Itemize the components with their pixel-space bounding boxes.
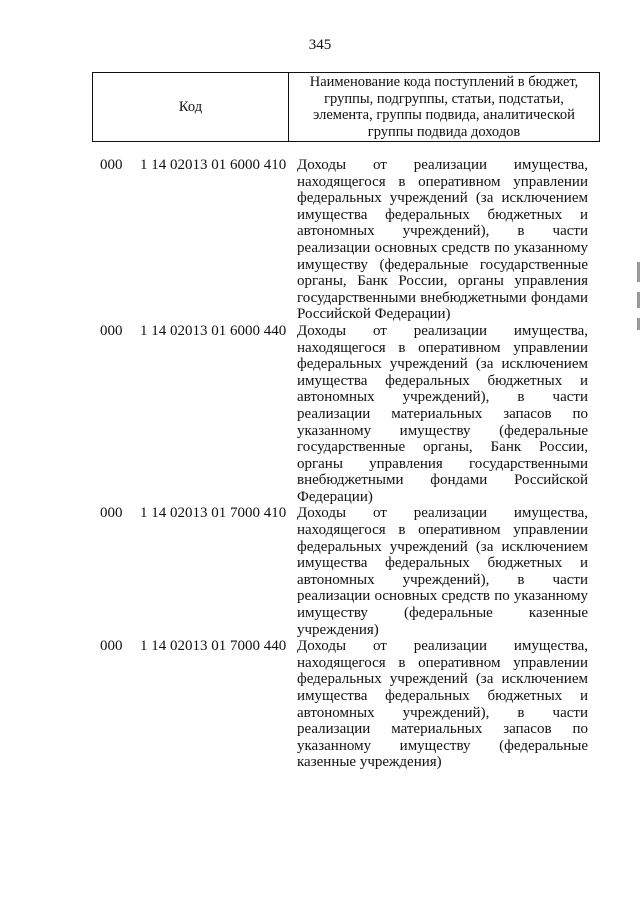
page-number: 345 [308,37,332,53]
revenue-code: 1 14 02013 01 7000 440 [140,638,287,655]
revenue-code: 1 14 02013 01 6000 410 [140,157,287,173]
admin-group-code: 000 [100,505,123,522]
admin-group-code: 000 [100,322,123,339]
admin-group-code: 000 [100,638,123,655]
name-column-header: Наименование кода поступлений в бюджет, группы, подгруппы, статьи, подстатьи, элемента, группы подвида, аналитической группы подвида доходов [289,73,600,142]
revenue-description: Доходы от реализации имущества, находящегося в оперативном управлении федеральных учреждений (за исключением имущества федеральных бюджетных и автономных учреждений), в части реализации материальных запасов по указанному имуществу (федеральные государственные органы, Банк России, органы управления государственными внебюджетными фондами Российской Федерации) [297,322,588,505]
revenue-code: 1 14 02013 01 6000 440 [140,322,287,339]
table-row [0,157,640,323]
table-header-row [93,73,600,142]
revenue-description: Доходы от реализации имущества, находящегося в оперативном управлении федеральных учреждений (за исключением имущества федеральных бюджетных и автономных учреждений), в части реализации материальных запасов по указанному имуществу (федеральные казенные учреждения) [297,638,588,771]
table-row [0,323,640,506]
code-column-header: Код [93,73,289,142]
revenue-code-list [0,157,640,771]
revenue-code: 1 14 02013 01 7000 410 [140,505,287,522]
table-row [0,638,640,771]
table-row [0,505,640,638]
revenue-description: Доходы от реализации имущества, находящегося в оперативном управлении федеральных учреждений (за исключением имущества федеральных бюджетных и автономных учреждений), в части реализации основных средств по указанному имуществу (федеральные казенные учреждения) [297,505,588,638]
table-header [92,72,600,142]
revenue-description: Доходы от реализации имущества, находящегося в оперативном управлении федеральных учреждений (за исключением имущества федеральных бюджетных и автономных учреждений), в части реализации основных средств по указанному имуществу (федеральные государственные органы, Банк России, органы управления государственными внебюджетными фондами Российской Федерации) [297,157,588,323]
admin-group-code: 000 [100,157,123,173]
